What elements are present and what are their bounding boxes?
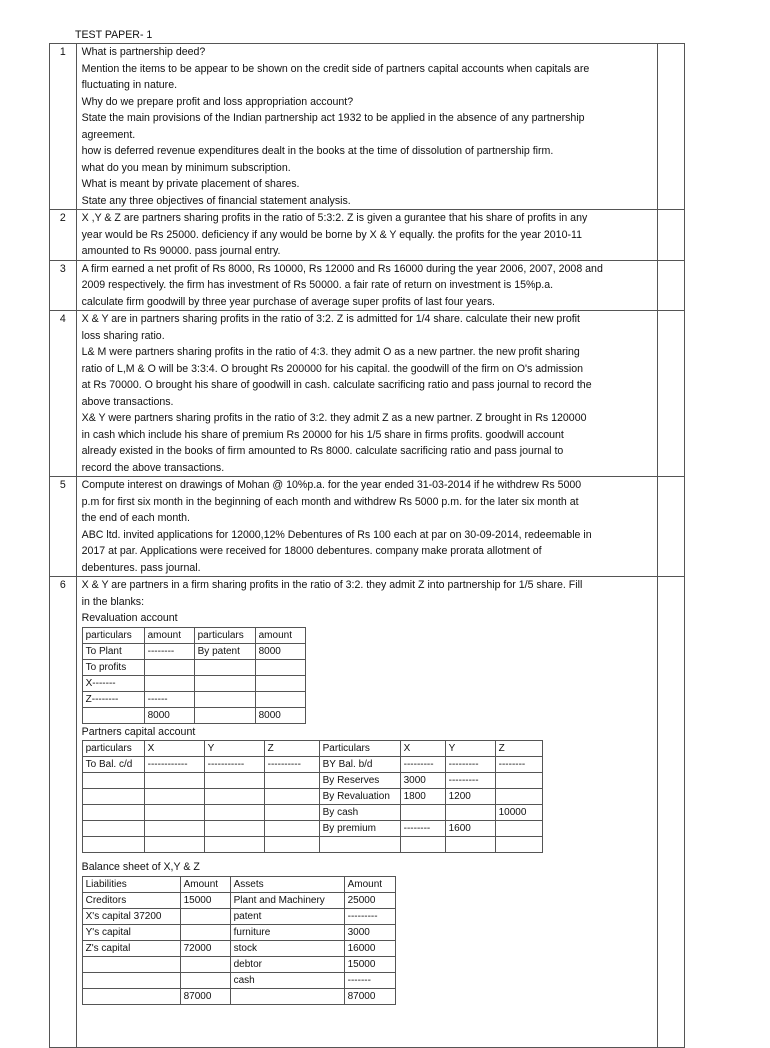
table-cell: ----------	[264, 757, 319, 773]
table-row	[82, 691, 305, 707]
table-cell: -------	[344, 972, 395, 988]
table-cell	[144, 837, 204, 853]
table-cell	[495, 789, 542, 805]
table-cell: To profits	[82, 659, 144, 675]
question-line: what do you mean by minimum subscription.	[81, 161, 291, 174]
table-cell	[82, 972, 180, 988]
table-cell: ---------	[445, 773, 495, 789]
table-cell	[144, 773, 204, 789]
question-body	[76, 311, 657, 477]
table-cell: Z--------	[82, 691, 144, 707]
table-cell	[204, 789, 264, 805]
question-line: ABC ltd. invited applications for 12000,12% Debentures of Rs 100 each at par on 30-09-2014, redeemable in	[81, 528, 592, 541]
table-row	[82, 675, 305, 691]
table-cell	[204, 837, 264, 853]
table-cell	[264, 837, 319, 853]
table-cell	[194, 691, 255, 707]
table-cell: stock	[230, 940, 344, 956]
question-number: 3	[50, 260, 77, 311]
table-row	[82, 837, 542, 853]
question-line: fluctuating in nature.	[81, 79, 178, 91]
table-cell	[82, 773, 144, 789]
table-cell	[144, 821, 204, 837]
table-cell: ------	[144, 691, 194, 707]
table-cell: By cash	[319, 805, 400, 821]
table-cell: 87000	[344, 988, 395, 1004]
question-line: 2009 respectively. the firm has investment of Rs 50000. a fair rate of return on investment is 15%p.a.	[81, 279, 554, 291]
question-body	[76, 477, 657, 577]
table-cell: 1600	[445, 821, 495, 837]
blank-column	[657, 477, 685, 577]
table-row	[82, 773, 542, 789]
table-cell: To Plant	[82, 643, 144, 659]
table-cell: Z's capital	[82, 940, 180, 956]
question-line: already existed in the books of firm amounted to Rs 8000. calculate sacrificing ratio and pass journal to	[81, 445, 564, 457]
balance-sheet-title: Balance sheet of X,Y & Z	[81, 861, 200, 873]
table-cell	[400, 837, 445, 853]
table-cell: 25000	[344, 892, 395, 908]
question-body	[76, 260, 657, 311]
question-table	[49, 43, 685, 1048]
table-cell	[264, 805, 319, 821]
question-row	[50, 311, 685, 477]
question-line: A firm earned a net profit of Rs 8000, Rs 10000, Rs 12000 and Rs 16000 during the year 2006, 2007, 2008 and	[81, 262, 603, 275]
question-number: 2	[50, 210, 77, 261]
question-line: how is deferred revenue expenditures dealt in the books at the time of dissolution of partnership firm.	[81, 145, 554, 157]
table-header-cell: Y	[204, 741, 264, 757]
table-cell	[194, 659, 255, 675]
table-cell: furniture	[230, 924, 344, 940]
question-line: L& M were partners sharing profits in the ratio of 4:3. they admit O as a new partner. the new profit sharing	[81, 346, 580, 358]
table-cell	[264, 789, 319, 805]
table-cell: To Bal. c/d	[82, 757, 144, 773]
table-header-cell: Liabilities	[82, 876, 180, 892]
table-header-row	[82, 876, 395, 892]
question-line: calculate firm goodwill by three year purchase of average super profits of last four years.	[81, 295, 495, 308]
question-number: 5	[50, 477, 77, 577]
table-header-cell: amount	[255, 627, 305, 643]
table-cell: X's capital 37200	[82, 908, 180, 924]
revaluation-table	[82, 627, 306, 724]
question-line: record the above transactions.	[81, 461, 225, 474]
table-cell: 15000	[344, 956, 395, 972]
table-cell: 8000	[255, 643, 305, 659]
table-header-cell: Amount	[180, 876, 230, 892]
question-line: State any three objectives of financial statement analysis.	[81, 194, 351, 207]
table-header-cell: Z	[264, 741, 319, 757]
question-line: the end of each month.	[81, 512, 190, 524]
table-cell	[495, 821, 542, 837]
table-cell: --------	[400, 821, 445, 837]
table-row	[82, 940, 395, 956]
table-header-cell: Amount	[344, 876, 395, 892]
page-header: TEST PAPER- 1	[75, 29, 153, 41]
question-row	[50, 44, 685, 210]
table-row	[82, 924, 395, 940]
table-cell	[82, 988, 180, 1004]
question-line: at Rs 70000. O brought his share of goodwill in cash. calculate sacrificing ratio and pass journal to record the	[81, 379, 592, 391]
question-line: X ,Y & Z are partners sharing profits in the ratio of 5:3:2. Z is given a gurantee that his share of profits in any	[81, 212, 588, 224]
table-cell: 16000	[344, 940, 395, 956]
question-number: 4	[50, 311, 77, 477]
table-cell	[204, 821, 264, 837]
table-header-cell: Z	[495, 741, 542, 757]
table-cell	[144, 789, 204, 805]
blank-column	[657, 44, 685, 210]
table-row	[82, 988, 395, 1004]
question-row	[50, 477, 685, 577]
question-row	[50, 210, 685, 261]
table-cell: Y's capital	[82, 924, 180, 940]
table-cell: ------------	[144, 757, 204, 773]
question-line: p.m for first six month in the beginning of each month and withdrew Rs 5000 p.m. for the later six month at	[81, 495, 579, 508]
question-line: 2017 at par. Applications were received for 18000 debentures. company make prorata allotment of	[81, 545, 542, 557]
table-cell: 8000	[144, 707, 194, 723]
question-line: agreement.	[81, 128, 136, 141]
table-header-cell: X	[400, 741, 445, 757]
table-cell	[400, 805, 445, 821]
blank-column	[657, 311, 685, 477]
question-line: What is partnership deed?	[81, 46, 206, 58]
table-cell: BY Bal. b/d	[319, 757, 400, 773]
table-cell: --------	[495, 757, 542, 773]
table-header-row	[82, 627, 305, 643]
question-number: 6	[50, 577, 77, 1048]
table-cell	[230, 988, 344, 1004]
table-row	[82, 757, 542, 773]
table-cell: Creditors	[82, 892, 180, 908]
question-line: Compute interest on drawings of Mohan @ 10%p.a. for the year ended 31-03-2014 if he withdrew Rs 5000	[81, 479, 582, 491]
table-cell	[255, 691, 305, 707]
table-header-cell: Y	[445, 741, 495, 757]
question-line: ratio of L,M & O will be 3:3:4. O brought Rs 200000 for his capital. the goodwill of the firm on O's admission	[81, 362, 583, 375]
table-cell: 8000	[255, 707, 305, 723]
question-line: State the main provisions of the Indian partnership act 1932 to be applied in the absence of any partnership	[81, 112, 585, 124]
table-cell	[180, 924, 230, 940]
table-row	[82, 805, 542, 821]
table-cell: X-------	[82, 675, 144, 691]
table-cell	[495, 837, 542, 853]
question-line: in the blanks:	[81, 595, 145, 608]
table-cell: By Revaluation	[319, 789, 400, 805]
table-row	[82, 707, 305, 723]
table-cell	[82, 707, 144, 723]
table-cell: cash	[230, 972, 344, 988]
table-cell	[144, 675, 194, 691]
table-cell: 1800	[400, 789, 445, 805]
table-cell	[82, 789, 144, 805]
table-cell: By patent	[194, 643, 255, 659]
table-header-cell: amount	[144, 627, 194, 643]
table-row	[82, 789, 542, 805]
table-cell	[82, 837, 144, 853]
question-line: amounted to Rs 90000. pass journal entry.	[81, 245, 281, 257]
question-body	[76, 577, 657, 1048]
table-row	[82, 972, 395, 988]
question-line: debentures. pass journal.	[81, 561, 201, 574]
revaluation-title: Revaluation account	[81, 612, 178, 624]
question-line: Mention the items to be appear to be shown on the credit side of partners capital accounts when capitals are	[81, 62, 590, 75]
table-cell: ---------	[344, 908, 395, 924]
question-body	[76, 210, 657, 261]
question-body	[76, 44, 657, 210]
table-cell: patent	[230, 908, 344, 924]
question-row	[50, 577, 685, 1048]
table-header-cell: Particulars	[319, 741, 400, 757]
blank-column	[657, 210, 685, 261]
table-cell	[194, 707, 255, 723]
blank-column	[657, 260, 685, 311]
balance-sheet-table	[82, 876, 396, 1005]
capital-account-table	[82, 740, 543, 853]
table-cell	[264, 773, 319, 789]
table-cell	[204, 773, 264, 789]
question-line: What is meant by private placement of shares.	[81, 178, 300, 190]
table-cell: Plant and Machinery	[230, 892, 344, 908]
question-line: X & Y are in partners sharing profits in the ratio of 3:2. Z is admitted for 1/4 share. calculate their new profit	[81, 313, 580, 325]
question-line: loss sharing ratio.	[81, 329, 165, 342]
table-cell: 3000	[344, 924, 395, 940]
table-cell: 72000	[180, 940, 230, 956]
table-row	[82, 892, 395, 908]
table-cell: By Reserves	[319, 773, 400, 789]
table-cell: By premium	[319, 821, 400, 837]
table-cell: ---------	[445, 757, 495, 773]
blank-column	[657, 577, 685, 1048]
table-header-cell: Assets	[230, 876, 344, 892]
table-cell	[180, 972, 230, 988]
table-cell	[82, 821, 144, 837]
question-line: Why do we prepare profit and loss appropriation account?	[81, 95, 354, 108]
table-header-cell: particulars	[194, 627, 255, 643]
table-cell	[495, 773, 542, 789]
question-line: X & Y are partners in a firm sharing profits in the ratio of 3:2. they admit Z into partnership for 1/5 share. Fill	[81, 579, 583, 591]
table-cell	[194, 675, 255, 691]
table-cell	[255, 659, 305, 675]
table-cell	[144, 805, 204, 821]
table-header-cell: particulars	[82, 627, 144, 643]
table-cell: 10000	[495, 805, 542, 821]
table-cell	[255, 675, 305, 691]
table-cell: 87000	[180, 988, 230, 1004]
table-header-cell: X	[144, 741, 204, 757]
table-header-cell: particulars	[82, 741, 144, 757]
table-cell	[180, 956, 230, 972]
table-cell	[264, 821, 319, 837]
table-cell: debtor	[230, 956, 344, 972]
question-line: in cash which include his share of premium Rs 20000 for his 1/5 share in firms profits. goodwill account	[81, 428, 564, 441]
table-cell: -----------	[204, 757, 264, 773]
question-line: above transactions.	[81, 395, 174, 408]
table-cell: 3000	[400, 773, 445, 789]
table-row	[82, 821, 542, 837]
table-cell	[204, 805, 264, 821]
table-header-row	[82, 741, 542, 757]
question-row	[50, 260, 685, 311]
table-cell	[445, 837, 495, 853]
question-line: year would be Rs 25000. deficiency if any would be borne by X & Y equally. the profits for the year 2010-11	[81, 228, 582, 241]
question-line: X& Y were partners sharing profits in the ratio of 3:2. they admit Z as a new partner. Z brought in Rs 120000	[81, 412, 587, 424]
table-row	[82, 908, 395, 924]
table-row	[82, 643, 305, 659]
table-cell	[445, 805, 495, 821]
table-cell	[319, 837, 400, 853]
table-cell	[180, 908, 230, 924]
question-number: 1	[50, 44, 77, 210]
table-cell: --------	[144, 643, 194, 659]
table-cell: 1200	[445, 789, 495, 805]
table-row	[82, 659, 305, 675]
table-cell	[144, 659, 194, 675]
capital-account-title: Partners capital account	[81, 725, 196, 738]
table-cell: ---------	[400, 757, 445, 773]
table-cell: 15000	[180, 892, 230, 908]
table-cell	[82, 956, 180, 972]
table-row	[82, 956, 395, 972]
table-cell	[82, 805, 144, 821]
